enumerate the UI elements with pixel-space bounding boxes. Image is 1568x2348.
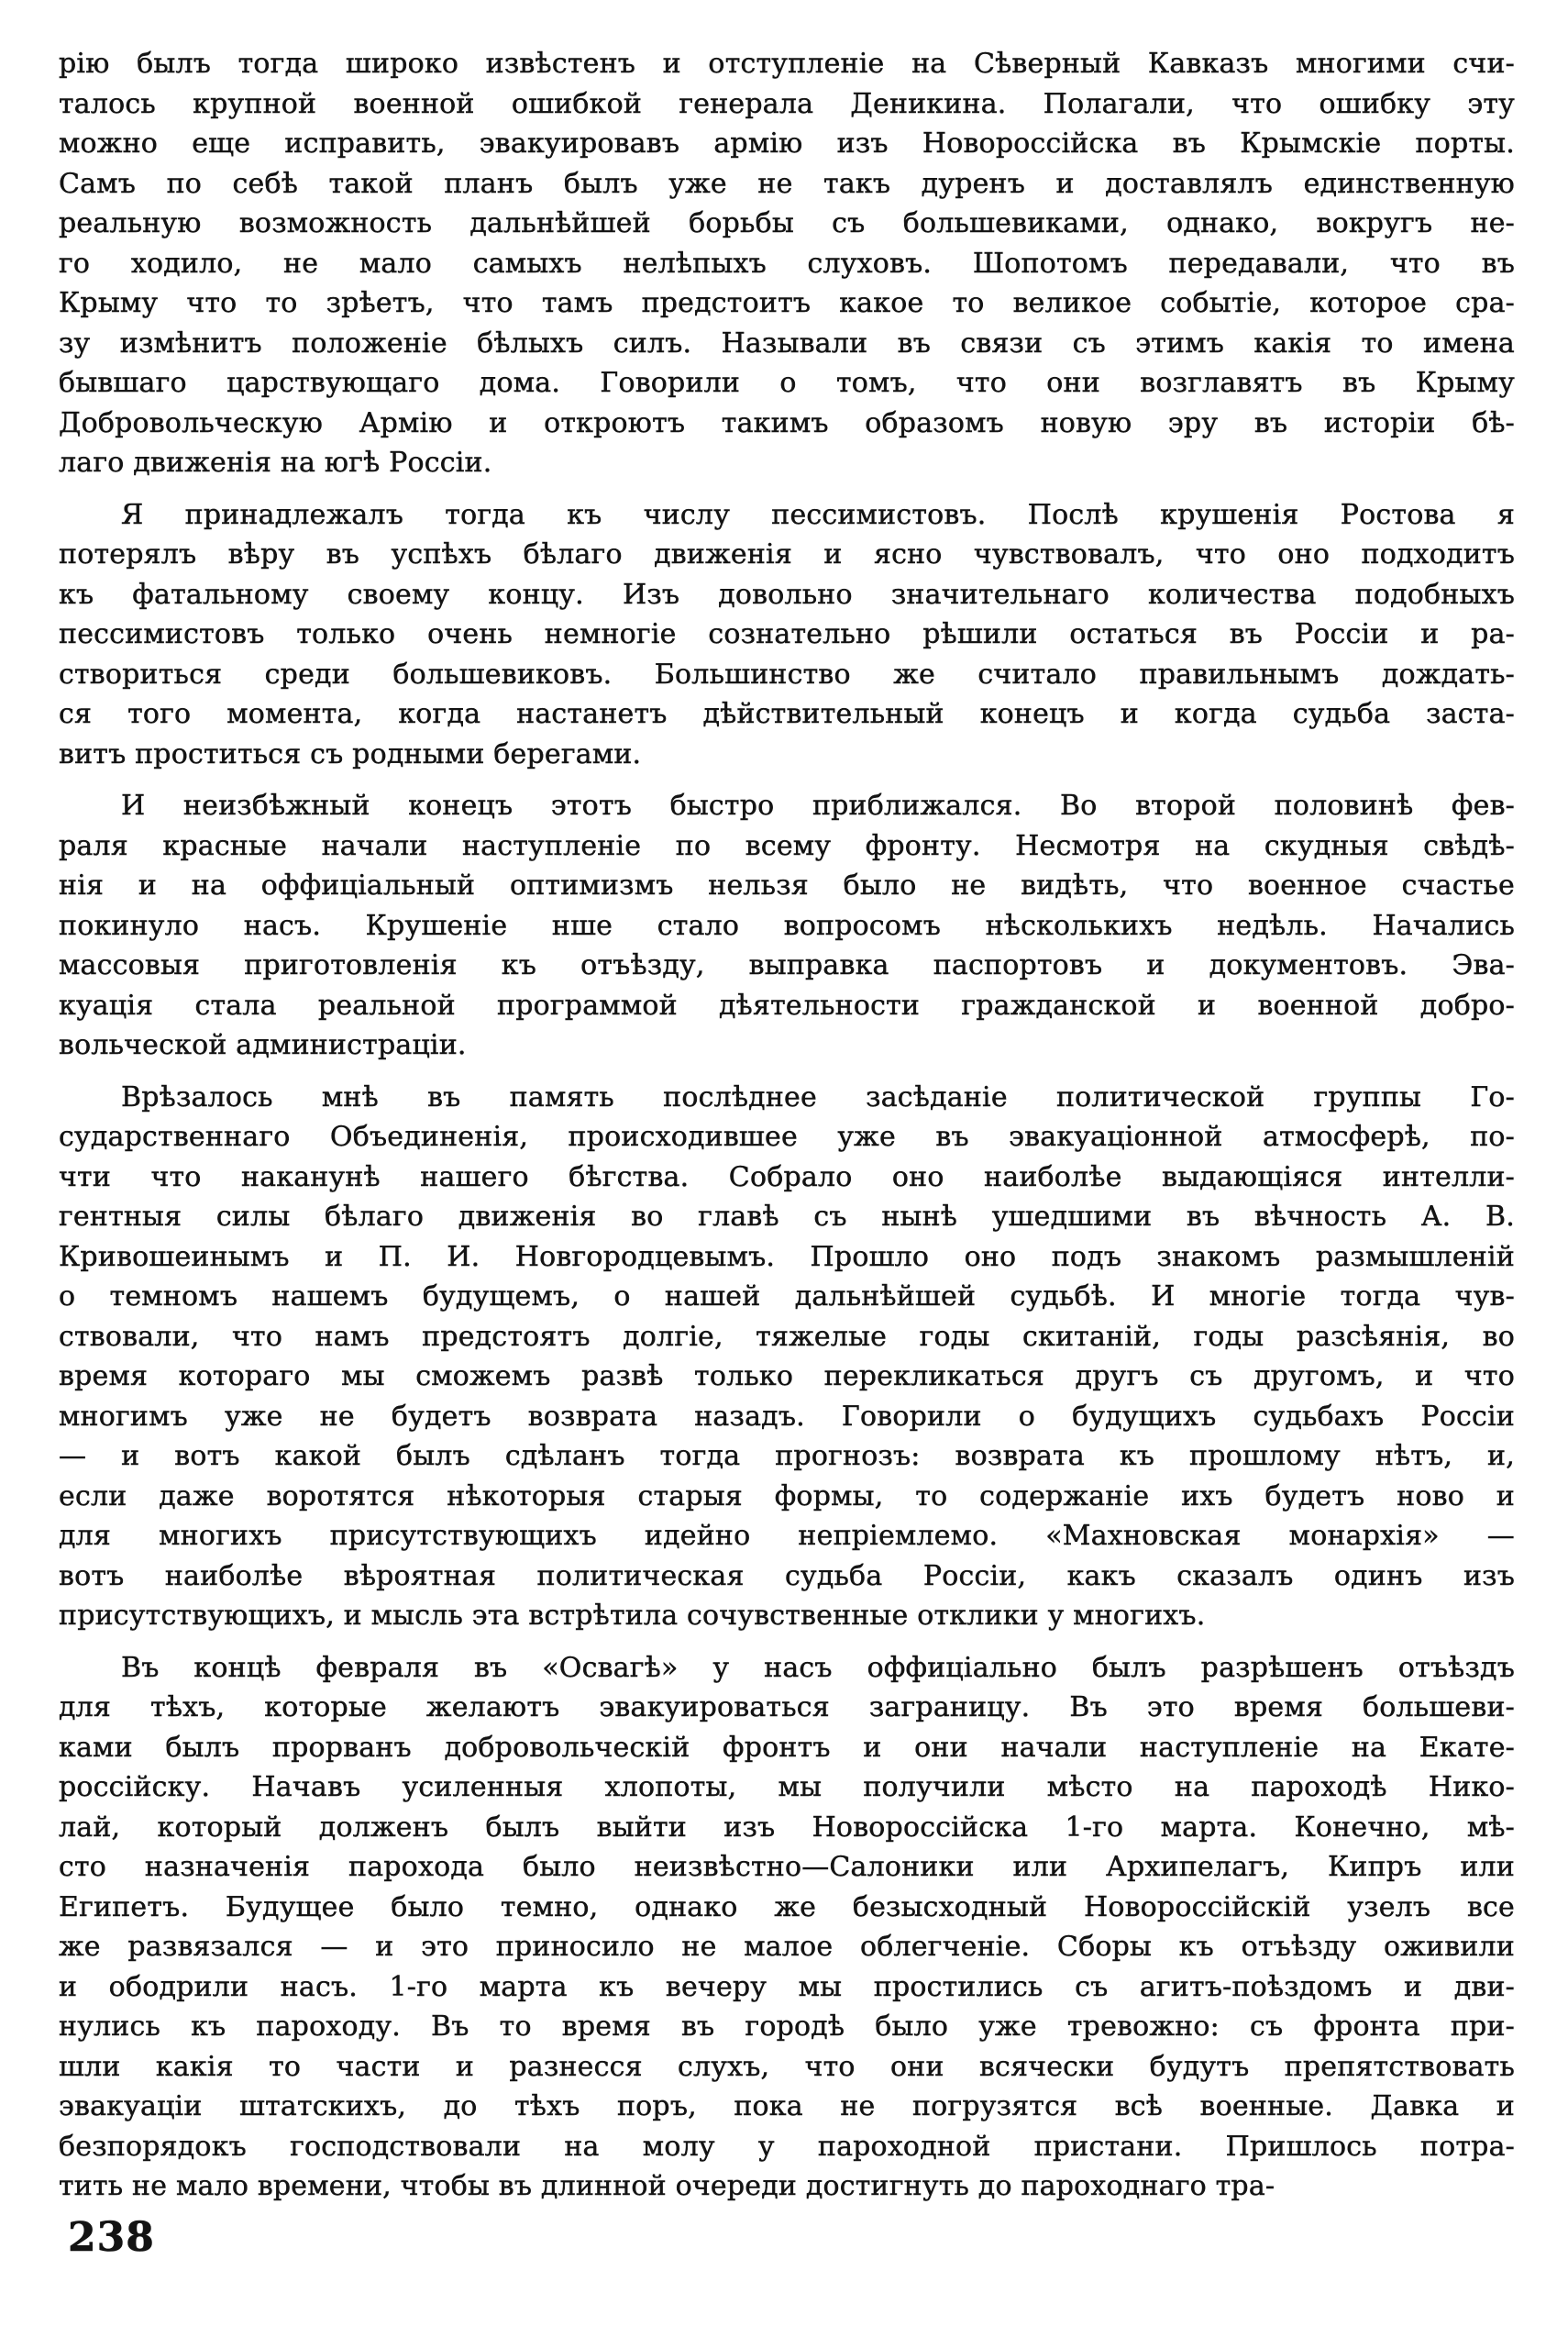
text-line: талось крупной военной ошибкой генерала Деникина. Полагали, что ошибку эту [59, 87, 1515, 120]
text-line: гентныя силы бѣлаго движенія во главѣ съ нынѣ ушедшими въ вѣчность А. В. [59, 1201, 1515, 1233]
paragraph [59, 786, 1515, 1066]
text-line: Я принадлежалъ тогда къ числу пессимистовъ. Послѣ крушенія Ростова я [121, 498, 1515, 531]
text-line: ствовали, что намъ предстоятъ долгіе, тяжелые годы скитаній, годы разсѣянія, во [59, 1320, 1515, 1353]
text-line: Врѣзалось мнѣ въ память послѣднее засѣданіе политической группы Го- [121, 1080, 1515, 1113]
text-line: раля красные начали наступленіе по всему фронту. Несмотря на скудныя свѣдѣ- [59, 829, 1515, 862]
text-line: и ободрили насъ. 1-го марта къ вечеру мы простились съ агитъ-поѣздомъ и дви- [59, 1970, 1515, 2003]
text-line: Крыму что то зрѣетъ, что тамъ предстоитъ какое то великое событіе, которое сра- [59, 287, 1515, 319]
paragraph [59, 44, 1515, 483]
text-line: вотъ наиболѣе вѣроятная политическая судьба Россіи, какъ сказалъ одинъ изъ [59, 1559, 1515, 1592]
text-line: нія и на оффиціальный оптимизмъ нельзя было не видѣть, что военное счастье [59, 869, 1515, 902]
text-line: время котораго мы сможемъ развѣ только перекликаться другъ съ другомъ, и что [59, 1360, 1515, 1392]
text-line: реальную возможность дальнѣйшей борьбы съ большевиками, однако, вокругъ не- [59, 207, 1515, 239]
text-line: чти что наканунѣ нашего бѣгства. Собрало оно наиболѣе выдающіяся интелли- [59, 1160, 1515, 1193]
text-line: зу измѣнитъ положеніе бѣлыхъ силъ. Называли въ связи съ этимъ какія то имена [59, 327, 1515, 360]
text-line: сударственнаго Объединенія, происходившее уже въ эвакуаціонной атмосферѣ, по- [59, 1121, 1515, 1153]
text-line: Кривошеинымъ и П. И. Новгородцевымъ. Прошло оно подъ знакомъ размышленій [59, 1240, 1515, 1273]
text-line: къ фатальному своему концу. Изъ довольно значительнаго количества подобныхъ [59, 578, 1515, 611]
text-line: о темномъ нашемъ будущемъ, о нашей дальнѣйшей судьбѣ. И многіе тогда чув- [59, 1280, 1515, 1312]
text-line: тить не мало времени, чтобы въ длинной очереди достигнуть до пароходнаго тра- [59, 2170, 1275, 2202]
paragraph [59, 1648, 1515, 2207]
text-line: эвакуаціи штатскихъ, до тѣхъ поръ, пока не погрузятся всѣ военные. Давка и [59, 2090, 1515, 2122]
text-line: потерялъ вѣру въ успѣхъ бѣлаго движенія и ясно чувствовалъ, что оно подходитъ [59, 538, 1515, 570]
text-line: россійску. Начавъ усиленныя хлопоты, мы получили мѣсто на пароходѣ Нико- [59, 1771, 1515, 1803]
text-line: если даже воротятся нѣкоторыя старыя формы, то содержаніе ихъ будетъ ново и [59, 1479, 1515, 1512]
text-line: массовыя приготовленія къ отъѣзду, выправка паспортовъ и документовъ. Эва- [59, 949, 1515, 981]
text-line: Самъ по себѣ такой планъ былъ уже не такъ дуренъ и доставлялъ единственную [59, 167, 1515, 200]
text-line: ками былъ прорванъ добровольческій фронтъ и они начали наступленіе на Екате- [59, 1731, 1515, 1764]
text-line: безпорядокъ господствовали на молу у пароходной пристани. Пришлось потра- [59, 2130, 1515, 2163]
text-line: — и вотъ какой былъ сдѣланъ тогда прогнозъ: возврата къ прошлому нѣтъ, и, [59, 1440, 1515, 1472]
text-line: створиться среди большевиковъ. Большинство же считало правильнымъ дождать- [59, 658, 1515, 691]
text-line: многимъ уже не будетъ возврата назадъ. Говорили о будущихъ судьбахъ Россіи [59, 1400, 1515, 1433]
text-line: Добровольческую Армію и откроютъ такимъ образомъ новую эру въ исторіи бѣ- [59, 406, 1515, 439]
text-line: витъ проститься съ родными берегами. [59, 737, 642, 770]
page-number: 238 [68, 2214, 155, 2261]
text-line: присутствующихъ, и мысль эта встрѣтила сочувственные отклики у многихъ. [59, 1600, 1206, 1632]
text-line: вольческой администраціи. [59, 1029, 467, 1061]
text-line: бывшаго царствующаго дома. Говорили о томъ, что они возглавятъ въ Крыму [59, 367, 1515, 399]
text-line: Египетъ. Будущее было темно, однако же безысходный Новороссійскій узелъ все [59, 1890, 1515, 1923]
text-line: лаго движенія на югѣ Россіи. [59, 447, 492, 479]
text-line: для тѣхъ, которые желаютъ эвакуироваться заграницу. Въ это время большеви- [59, 1691, 1515, 1723]
text-line: Въ концѣ февраля въ «Освагѣ» у насъ оффиціально былъ разрѣшенъ отъѣздъ [121, 1651, 1515, 1684]
text-line: го ходило, не мало самыхъ нелѣпыхъ слуховъ. Шопотомъ передавали, что въ [59, 247, 1515, 280]
text-line: сто назначенія парохода было неизвѣстно—Салоники или Архипелагъ, Кипръ или [59, 1851, 1515, 1883]
text-line: для многихъ присутствующихъ идейно непріемлемо. «Махновская монархія» — [59, 1520, 1515, 1552]
text-line: рію былъ тогда широко извѣстенъ и отступленіе на Сѣверный Кавказъ многими счи- [59, 48, 1515, 80]
text-line: И неизбѣжный конецъ этотъ быстро приближался. Во второй половинѣ фев- [121, 790, 1515, 822]
text-line: же развязался — и это приносило не малое облегченіе. Сборы къ отъѣзду оживили [59, 1931, 1515, 1963]
text-line: шли какія то части и разнесся слухъ, что они всячески будутъ препятствовать [59, 2050, 1515, 2083]
text-line: покинуло насъ. Крушеніе нше стало вопросомъ нѣсколькихъ недѣль. Начались [59, 909, 1515, 942]
paragraph [59, 495, 1515, 775]
text-block [59, 44, 1515, 2219]
text-line: нулись къ пароходу. Въ то время въ городѣ было уже тревожно: съ фронта при- [59, 2010, 1515, 2043]
text-line: пессимистовъ только очень немногіе сознательно рѣшили остаться въ Россіи и ра- [59, 618, 1515, 650]
text-line: можно еще исправить, эвакуировавъ армію изъ Новороссійска въ Крымскіе порты. [59, 127, 1515, 160]
paragraph [59, 1078, 1515, 1636]
text-line: лай, который долженъ былъ выйти изъ Новороссійска 1-го марта. Конечно, мѣ- [59, 1811, 1515, 1844]
text-line: ся того момента, когда настанетъ дѣйствительный конецъ и когда судьба заста- [59, 698, 1515, 730]
text-line: куація стала реальной программой дѣятельности гражданской и военной добро- [59, 989, 1515, 1022]
